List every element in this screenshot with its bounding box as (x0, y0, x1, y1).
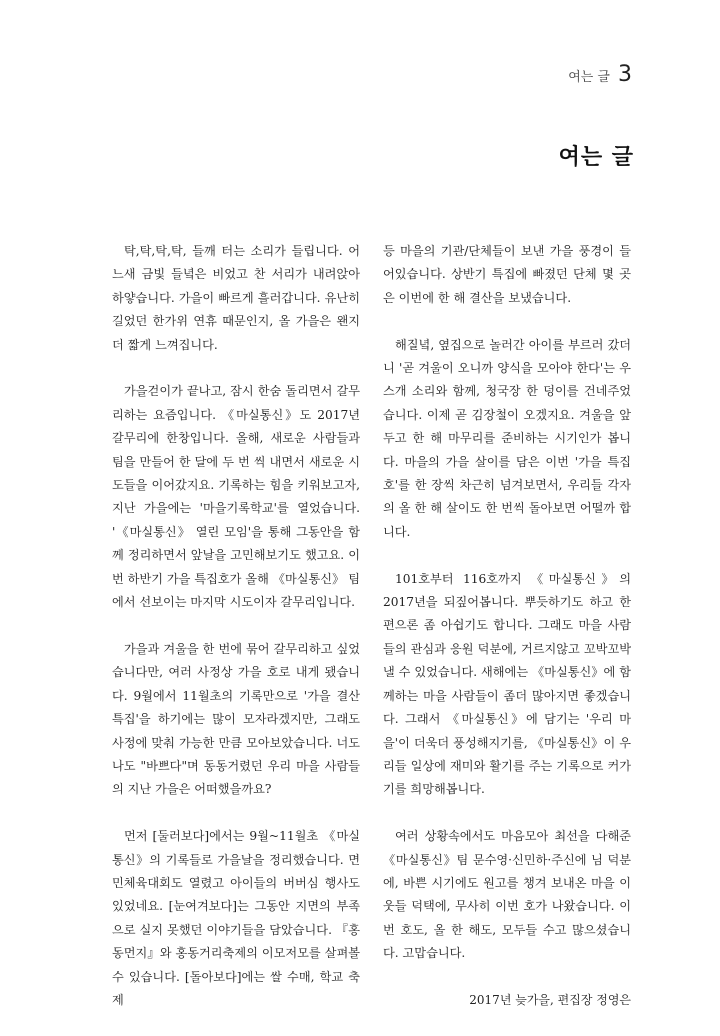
page-number: 3 (618, 62, 632, 87)
paragraph: 먼저 [둘러보다]에서는 9월~11월초 《마실통신》의 기록들로 가을날을 정리했습니다. 면민체육대회도 열렸고 아이들의 버버심 행사도 있었네요. [눈여겨보다]는 그동안 지면의 부족으로 실지 못했던 이야기들을 담았습니다. 『홍동먼지』와 홍동거리축제의 이모저모를 살펴볼 수 있습니다. [돌아보다]에는 쌀 수매, 학교 축제 (112, 829, 360, 1007)
paragraph: 해질녘, 옆집으로 놀러간 아이를 부르러 갔더니 '곧 겨울이 오니까 양식을 모아야 한다'는 우스개 소리와 함께, 청국장 한 덩이를 건네주었습니다. 이제 곧 김장철이 오겠지요. 겨울을 앞두고 한 해 마무리를 준비하는 시기인가 봅니다. 마을의 가을 살이를 담은 이번 '가을 특집호'를 한 장씩 차근히 넘겨보면서, 우리들 각자의 올 한 해 살이도 한 번씩 돌아보면 어떨까 합니다. (383, 337, 631, 539)
running-header-label: 여는 글 (568, 70, 610, 85)
paragraph: 가을과 겨울을 한 번에 묶어 갈무리하고 싶었습니다만, 여러 사정상 가을 호로 내게 됐습니다. 9월에서 11월초의 기록만으로 '가을 결산 특집'을 하기에는 많이 모자라겠지만, 그래도 사정에 맞춰 가능한 만큼 모아보았습니다. 너도나도 "바쁘다"며 동동거렸던 우리 마을 사람들의 지난 가을은 어떠했을까요? (112, 641, 360, 797)
paragraph: 등 마을의 기관/단체들이 보낸 가을 풍경이 들어있습니다. 상반기 특집에 빠졌던 단체 몇 곳은 이번에 한 해 결산을 보냈습니다. (383, 244, 631, 305)
page-title: 여는 글 (558, 145, 634, 170)
right-column (383, 240, 631, 1012)
running-header (568, 62, 632, 87)
paragraph: 101호부터 116호까지 《마실통신》의 2017년을 되짚어봅니다. 뿌듯하기도 하고 한편으론 좀 아쉽기도 합니다. 그래도 마을 사람들의 관심과 응원 덕분에, 거르지않고 꼬박꼬박 낼 수 있었습니다. 새해에는 《마실통신》에 함께하는 마을 사람들이 좀더 많아지면 좋겠습니다. 그래서 《마실통신》에 담기는 '우리 마을'이 더욱더 풍성해지기를, 《마실통신》이 우리들 일상에 재미와 활기를 주는 기록으로 커가기를 희망해봅니다. (383, 571, 631, 797)
signature: 2017년 늦가을, 편집장 정영은 (469, 992, 631, 1007)
paragraph: 탁,탁,탁,탁, 들깨 터는 소리가 들립니다. 어느새 금빛 들녘은 비었고 찬 서리가 내려앉아 하얗습니다. 가을이 빠르게 흘러갑니다. 유난히 길었던 한가위 연휴 때문인지, 올 가을은 왠지 더 짧게 느껴집니다. (112, 244, 360, 352)
left-column (112, 240, 360, 1036)
paragraph: 여러 상황속에서도 마음모아 최선을 다해준 《마실통신》팀 문수영·신민하·주신에 님 덕분에, 바쁜 시기에도 원고를 챙겨 보내온 마을 이웃들 덕택에, 무사히 이번 호가 나왔습니다. 이번 호도, 올 한 해도, 모두들 수고 많으셨습니다. 고맙습니다. (383, 829, 631, 961)
paragraph: 가을걷이가 끝나고, 잠시 한숨 돌리면서 갈무리하는 요즘입니다. 《마실통신》도 2017년 갈무리에 한창입니다. 올해, 새로운 사람들과 팀을 만들어 한 달에 두 번 씩 내면서 새로운 시도들을 이어갔지요. 기록하는 힘을 키워보고자, 지난 가을에는 '마을기록학교'를 열었습니다. '《마실통신》 열린 모임'을 통해 그동안을 함께 정리하면서 앞날을 고민해보기도 했고요. 이번 하반기 가을 특집호가 올해 《마실통신》 팀에서 선보이는 마지막 시도이자 갈무리입니다. (112, 384, 360, 610)
